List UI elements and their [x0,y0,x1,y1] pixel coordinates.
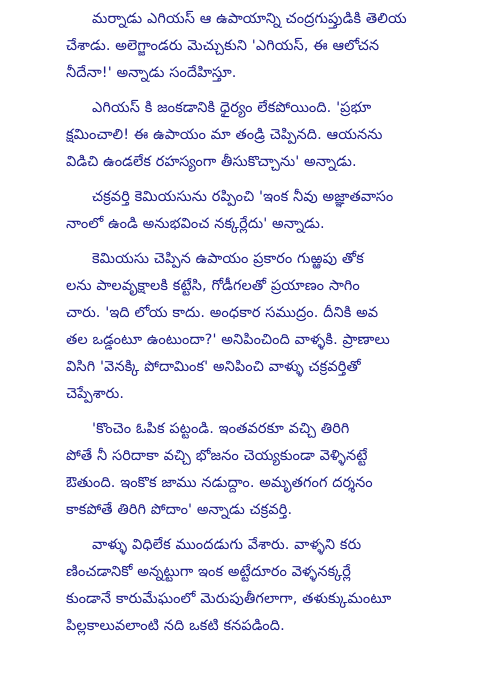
text-line: ఎగియస్ కి జంకడానికి ధైర్యం లేకపోయింది. 'ప్రభూ [92,100,372,116]
text-line: నీదేనా!' అన్నాడు సందేహిస్తూ. [66,65,237,81]
text-line: కుండానే కారుమేఘంలో మెరుపుతీగలాగా, తళుక్కుమంటూ [66,591,392,607]
text-line: క్షమించాలి! ఈ ఉపాయం మా తండ్రి చెప్పినది. ఆయనను [66,127,383,143]
text-line: లను పాలవృక్షాలకి కట్టేసి, గోడీగలతో ప్రయాణం సాగిం [66,278,360,294]
paragraph-4 [66,246,490,408]
paragraph-5 [66,416,490,524]
text-line: నాంలో ఉండి అనుభవించ నక్కర్లేదు' అన్నాడు. [66,216,325,232]
text-line: కాకపోతే తిరిగి పోదాం' అన్నాడు చక్రవర్తి. [66,502,293,518]
text-line: కెమియసు చెప్పిన ఉపాయం ప్రకారం గుఱ్ఱపు తోక [92,251,364,267]
text-line: పిల్లకాలువలాంటి నది ఒకటి కనపడింది. [66,618,285,634]
paragraph-3 [66,184,490,238]
text-line: తల ఒడ్డంటూ ఉంటుందా?' అనిపించింది వాళ్ళకి. ప్రాణాలు [66,332,390,348]
text-line: ఔతుంది. ఇంకొక జాము నడుద్దాం. అమృతగంగ దర్శనం [66,475,373,491]
text-line: పోతే నీ సరిదాకా వచ్చి భోజనం చెయ్యకుండా వెళ్ళినట్టే [66,448,368,464]
text-line: విడిచి ఉండలేక రహస్యంగా తీసుకొచ్చాను' అన్నాడు. [66,154,357,170]
text-line: చెప్పేశారు. [66,386,125,402]
text-line: వాళ్ళు విధిలేక ముందడుగు వేశారు. వాళ్ళని కరు [92,537,362,553]
text-line: చక్రవర్తి కెమియసును రప్పించి 'ఇంక నీవు అజ్ఞాతవాసం [92,189,394,205]
text-line: చారు. 'ఇది లోయ కాదు. అంధకార సముద్రం. దీనికి అవ [66,305,379,321]
paragraph-2 [66,95,490,176]
text-line: ణించడానికో అన్నట్టుగా ఇంక అట్టేదూరం వెళ్ళనక్కర్లే [66,564,352,580]
text-line: 'కొంచెం ఓపిక పట్టండి. ఇంతవరకూ వచ్చి తిరిగి [92,421,350,437]
text-line: చేశాడు. అలెగ్జాండరు మెచ్చుకుని 'ఎగియస్, ఈ ఆలోచన [66,38,380,54]
text-line: మర్నాడు ఎగియస్ ఆ ఉపాయాన్ని చంద్రగుప్తుడికి తెలియ [92,11,407,27]
paragraph-1 [66,6,490,87]
text-line: విసిగి 'వెనక్కి పోదామింక' అనిపించి వాళ్ళు చక్రవర్తితో [66,359,361,375]
paragraph-6 [66,532,490,640]
